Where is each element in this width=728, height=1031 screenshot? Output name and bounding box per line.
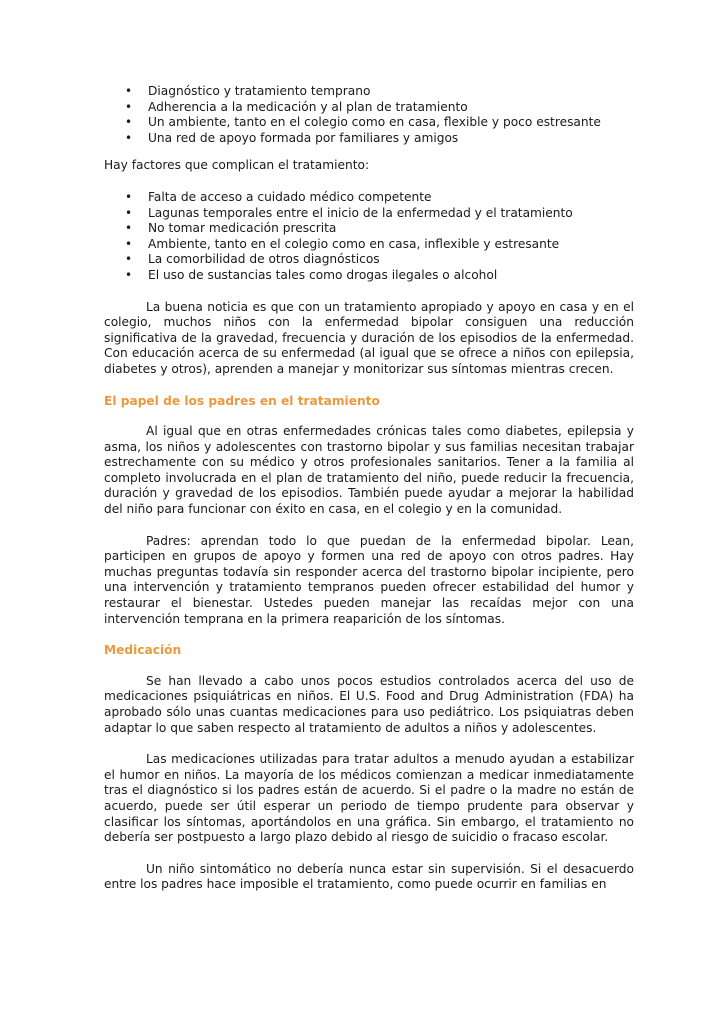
list-item: • Un ambiente, tanto en el colegio como en casa, flexible y poco estresante	[125, 115, 601, 130]
bullet-icon: •	[125, 221, 133, 236]
list-item: • Diagnóstico y tratamiento temprano	[125, 84, 371, 98]
list-item: • Lagunas temporales entre el inicio de la enfermedad y el tratamiento	[125, 205, 573, 220]
paragraph: Al igual que en otras enfermedades crónicas tales como diabetes, epilepsia y asma, los niños y adolescentes con trastorno bipolar y sus familias necesitan trabajar estrechamente con su médico y otros profesionales sanitarios. Tener a la familia al completo involucrada en el plan de tratamiento del niño, puede reducir la frecuencia, duración y gravedad de los episodios. También puede ayudar a mejorar la habilidad del niño para funcionar con éxito en casa, en el colegio y en la comunidad.	[104, 424, 634, 517]
paragraph: Se han llevado a cabo unos pocos estudios controlados acerca del uso de medicaciones psiquiátricas en niños. El U.S. Food and Drug Administration (FDA) ha aprobado sólo unas cuantas medicaciones para uso pediátrico. Los psiquiatras deben adaptar lo que saben respecto al tratamiento de adultos a niños y adolescentes.	[104, 673, 634, 735]
bullet-icon: •	[125, 115, 133, 130]
bullet-icon: •	[125, 252, 133, 267]
bullet-icon: •	[125, 99, 133, 114]
bullet-icon: •	[125, 130, 133, 145]
list-item: • Falta de acceso a cuidado médico competente	[125, 189, 432, 204]
list-item: • Una red de apoyo formada por familiares y amigos	[125, 130, 459, 145]
list-item: • La comorbilidad de otros diagnósticos	[125, 252, 380, 267]
section-heading: El papel de los padres en el tratamiento	[104, 393, 380, 408]
bullet-icon: •	[125, 189, 133, 204]
bullet-icon: •	[125, 267, 133, 282]
paragraph: Un niño sintomático no debería nunca estar sin supervisión. Si el desacuerdo entre los padres hace imposible el tratamiento, como puede ocurrir en familias en	[104, 861, 634, 892]
protective-factors-list	[104, 84, 634, 146]
section-heading: Medicación	[104, 643, 182, 658]
bullet-icon: •	[125, 205, 133, 220]
paragraph: Las medicaciones utilizadas para tratar adultos a menudo ayudan a estabilizar el humor en niños. La mayoría de los médicos comienzan a medicar inmediatamente tras el diagnóstico si los padres están de acuerdo. Si el padre o la madre no están de acuerdo, puede ser útil esperar un periodo de tiempo prudente para observar y clasificar los síntomas, aportándolos en una gráfica. Sin embargo, el tratamiento no debería ser postpuesto a largo plazo debido al riesgo de suicidio o fracaso escolar.	[104, 752, 634, 845]
document-body	[104, 84, 634, 893]
paragraph: La buena noticia es que con un tratamiento apropiado y apoyo en casa y en el colegio, muchos niños con la enfermedad bipolar consiguen una reducción significativa de la gravedad, frecuencia y duración de los episodios de la enfermedad. Con educación acerca de su enfermedad (al igual que se ofrece a niños con epilepsia, diabetes y otros), aprenden a manejar y monitorizar sus síntomas mientras crecen.	[104, 299, 634, 376]
complicating-factors-list	[104, 190, 634, 284]
list-item: • No tomar medicación prescrita	[125, 221, 337, 236]
bullet-icon: •	[125, 84, 133, 98]
bullet-icon: •	[125, 236, 133, 251]
list-item: • Ambiente, tanto en el colegio como en casa, inflexible y estresante	[125, 236, 560, 251]
list-item: • Adherencia a la medicación y al plan de tratamiento	[125, 99, 468, 114]
list-item: • El uso de sustancias tales como drogas ilegales o alcohol	[125, 267, 498, 282]
paragraph: Padres: aprendan todo lo que puedan de la enfermedad bipolar. Lean, participen en grupos de apoyo y formen una red de apoyo con otros padres. Hay muchas preguntas todavía sin responder acerca del trastorno bipolar incipiente, pero una intervención y tratamiento tempranos pueden ofrecer estabilidad del humor y restaurar el bienestar. Ustedes pueden manejar las recaídas mejor con una intervención temprana en la primera reaparición de los síntomas.	[104, 533, 634, 626]
complicating-factors-intro: Hay factores que complican el tratamiento:	[104, 158, 370, 173]
